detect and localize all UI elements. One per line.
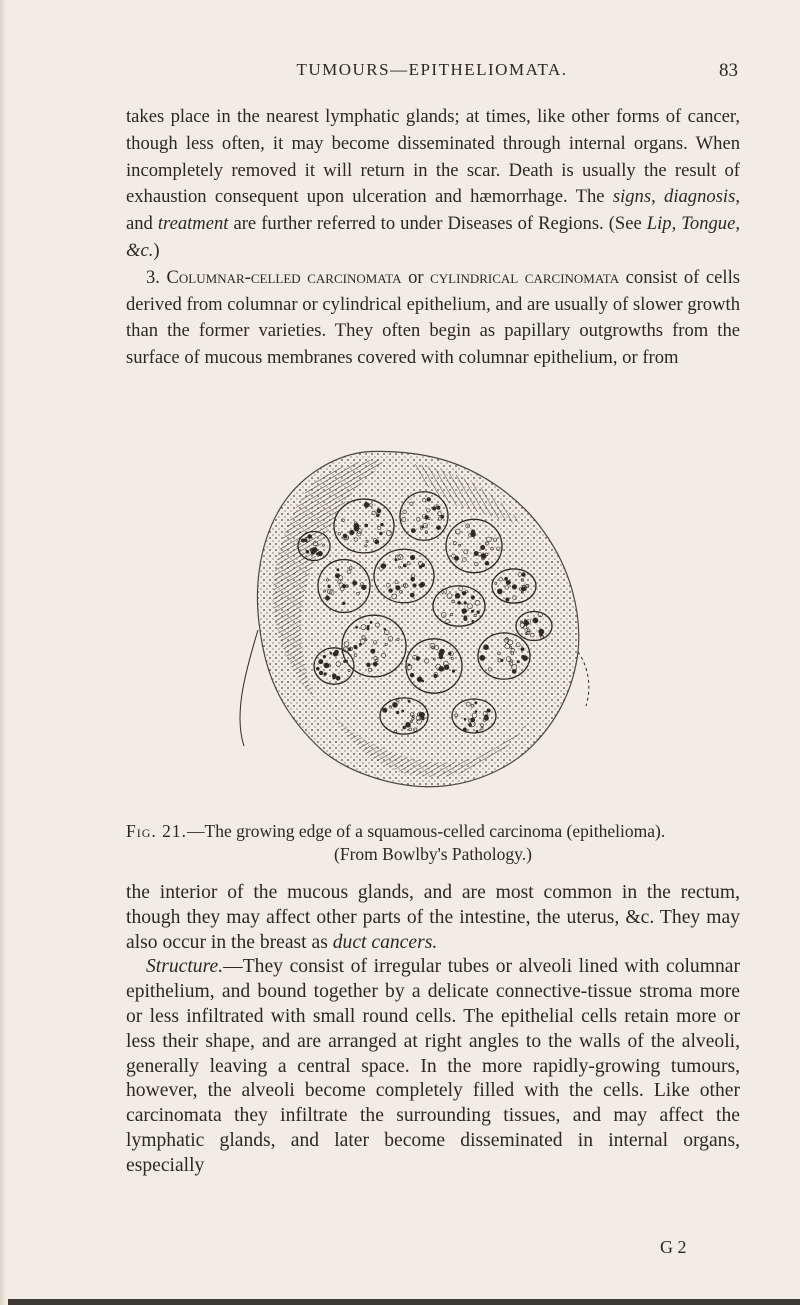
cell <box>471 610 473 612</box>
cell <box>316 553 318 555</box>
cell <box>393 702 398 707</box>
cell <box>454 556 458 560</box>
caption-source: (From Bowlby's Pathology.) <box>334 844 532 864</box>
italic-term: treatment <box>157 213 229 235</box>
cell <box>485 715 488 718</box>
edge-line <box>240 630 258 746</box>
cell <box>370 621 372 623</box>
cell <box>408 664 410 666</box>
cell <box>367 628 369 630</box>
cell <box>420 582 425 587</box>
cell <box>354 526 359 531</box>
cell <box>361 585 366 590</box>
cell <box>380 532 383 535</box>
cell <box>364 502 369 507</box>
cell <box>396 586 401 591</box>
section-number: 3. <box>146 266 167 288</box>
cell <box>506 598 509 601</box>
cell <box>411 529 415 533</box>
cell <box>343 660 345 662</box>
cell <box>413 584 417 588</box>
cell <box>422 564 425 567</box>
cell <box>501 659 504 662</box>
cell <box>481 554 486 559</box>
cell <box>487 709 490 712</box>
cell <box>403 564 406 567</box>
cell <box>448 652 451 655</box>
running-head: TUMOURS—EPITHELIOMATA. <box>296 60 568 79</box>
cell <box>480 655 485 660</box>
cell <box>497 589 502 594</box>
page-number: 83 <box>719 60 738 81</box>
cell <box>427 498 431 502</box>
cell <box>458 601 461 604</box>
cell <box>367 663 371 667</box>
cell <box>408 700 410 702</box>
cell <box>455 593 460 598</box>
cell <box>464 718 466 720</box>
cell <box>472 620 474 622</box>
cell <box>477 611 480 614</box>
cell <box>381 564 386 569</box>
cell <box>410 593 414 597</box>
edge-line <box>578 652 589 706</box>
cell <box>512 585 517 590</box>
figure-illustration <box>214 416 624 804</box>
cell <box>440 649 445 654</box>
cell <box>410 673 414 677</box>
cell <box>337 569 339 571</box>
carcinoma-engraving-illustration <box>214 416 624 804</box>
cell <box>384 628 386 630</box>
text-run: the interior of the mucous glands, and are most common in the rectum, though they may affect other parts of the intestine, the uterus, &c. They may also occur in the breast as <box>126 882 740 953</box>
cell <box>353 581 357 585</box>
italic-term: duct cancers. <box>332 931 438 953</box>
cell <box>523 656 528 661</box>
cell <box>389 589 393 593</box>
cell <box>403 726 406 729</box>
cell <box>444 665 449 670</box>
cell <box>350 530 355 535</box>
cell <box>327 664 330 667</box>
cell <box>402 710 404 712</box>
cell <box>416 657 420 661</box>
cell <box>474 551 478 555</box>
cell <box>332 674 336 678</box>
cell <box>522 573 526 577</box>
cell <box>406 722 411 727</box>
cell <box>481 545 485 549</box>
cell <box>359 643 361 645</box>
cell <box>356 626 358 628</box>
paragraph <box>126 104 740 265</box>
paragraph <box>126 265 740 372</box>
signature-mark: G 2 <box>660 1237 687 1257</box>
cell <box>381 523 384 526</box>
cell <box>485 561 489 565</box>
cell <box>335 650 339 654</box>
cell <box>410 555 415 560</box>
scan-bottom-edge <box>8 1299 800 1305</box>
italic-heading: Structure. <box>146 956 224 978</box>
cell <box>323 655 326 658</box>
cell <box>452 670 455 673</box>
cell <box>464 602 467 605</box>
cell <box>308 535 312 539</box>
cell <box>517 660 519 662</box>
cell <box>422 526 424 528</box>
cell <box>316 667 319 670</box>
cell <box>395 559 397 561</box>
cell <box>301 539 304 542</box>
cell <box>306 550 309 553</box>
figure-label: Fig. 21. <box>126 821 188 841</box>
caption-text: —The growing edge of a squamous-celled carcinoma (epithelioma). <box>187 821 666 841</box>
italic-term: diagnosis <box>664 186 736 208</box>
cell <box>367 625 369 627</box>
italic-reference: Lip, Tongue, &c. <box>126 213 740 261</box>
cell <box>371 649 375 653</box>
text-run: —They consist of irregular tubes or alveoli lined with columnar epithelium, and bound together by a delicate connective-tissue stroma more or less infiltrated with small round cells. The epithelial cells retain more or less their shape, and are arranged at right angles to the walls of the alveoli, generally leaving a central space. In the more rapidly-growing tumours, however, the alveoli become completely filled with the cells. Like other carcinomata they infiltrate the surrounding tissues, and may affect the lymphatic glands, and later become disseminated in internal organs, especially <box>126 956 740 1176</box>
text-run: or <box>401 266 431 288</box>
cell <box>328 585 331 588</box>
cell <box>336 676 340 680</box>
cell <box>471 596 475 600</box>
cell <box>342 602 345 605</box>
cell <box>506 580 510 584</box>
text-block-top <box>126 104 740 372</box>
page-header <box>126 60 738 86</box>
text-run: , <box>651 186 665 208</box>
paragraph <box>126 881 740 955</box>
cell <box>439 655 443 659</box>
cell <box>417 677 422 682</box>
cell <box>463 728 466 731</box>
cell <box>462 611 465 614</box>
italic-term: signs <box>612 186 652 208</box>
section-heading: Columnar-celled carcinomata <box>166 266 402 288</box>
cell <box>539 629 544 634</box>
cell <box>471 530 475 534</box>
section-heading: cylindrical carcinomata <box>430 266 620 288</box>
cell <box>484 645 489 650</box>
cell <box>319 659 323 663</box>
text-run: , and <box>126 186 740 235</box>
cell <box>319 671 323 675</box>
cell <box>475 711 477 713</box>
cell <box>521 648 524 651</box>
text-run: takes place in the nearest lymphatic glands; at times, like other forms of cancer, though less often, it may become disseminated through internal organs. When incompletely removed it will return in the scar. Death is usually the result of exhaustion consequent upon ulceration and hæmorrhage. The <box>126 106 740 208</box>
page-edge <box>0 0 6 1305</box>
cell <box>396 711 399 714</box>
cell <box>476 730 478 732</box>
figure-caption <box>126 820 740 866</box>
cell <box>505 577 508 580</box>
paragraph <box>126 955 740 1178</box>
cell <box>375 540 379 544</box>
cell <box>324 673 327 676</box>
cell <box>411 577 415 581</box>
cell <box>436 526 440 530</box>
cell <box>373 662 377 666</box>
text-block-bottom <box>126 881 740 1179</box>
cell <box>335 574 339 578</box>
cell <box>354 645 358 649</box>
cell <box>475 702 477 704</box>
cell <box>533 618 538 623</box>
cell <box>383 708 387 712</box>
cell <box>330 652 332 654</box>
cell <box>365 524 368 527</box>
text-run: consist of cells derived from columnar or cylindrical epithelium, and are usually of slower growth than the former varieties. They often begin as papillary outgrowths from the surface of mucous membranes covered with columnar epithelium, or from <box>126 266 740 369</box>
text-run: ) <box>153 239 160 261</box>
cell <box>464 617 467 620</box>
cell <box>312 547 317 552</box>
text-run: are further referred to under Diseases of Regions. (See <box>228 213 647 235</box>
cell <box>462 591 466 595</box>
cell <box>432 507 436 511</box>
